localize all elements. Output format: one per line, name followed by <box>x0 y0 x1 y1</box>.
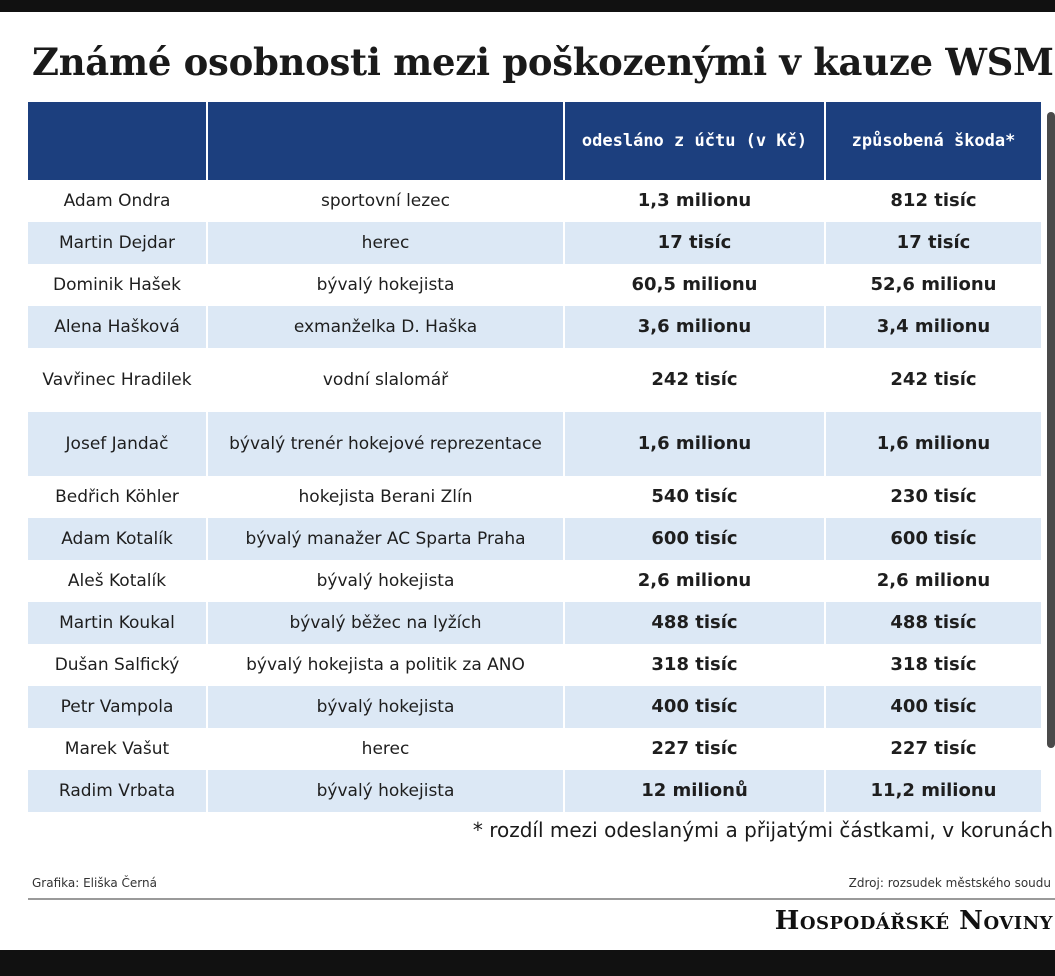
cell-role: sportovní lezec <box>208 180 565 222</box>
table-row <box>28 222 1041 264</box>
cell-name: Petr Vampola <box>28 686 208 728</box>
table-row <box>28 264 1041 306</box>
cell-role: vodní slalomář <box>208 348 565 412</box>
cell-sent: 318 tisíc <box>565 644 826 686</box>
table-row <box>28 306 1041 348</box>
data-table <box>28 102 1041 812</box>
cell-damage: 1,6 milionu <box>826 412 1041 476</box>
cell-role: bývalý hokejista a politik za ANO <box>208 644 565 686</box>
cell-role: bývalý hokejista <box>208 560 565 602</box>
footnote: * rozdíl mezi odeslanými a přijatými částkami, v korunách <box>472 818 1053 842</box>
source-credit: Zdroj: rozsudek městského soudu <box>848 876 1051 890</box>
cell-sent: 12 milionů <box>565 770 826 812</box>
column-header-name <box>28 102 208 180</box>
cell-role: bývalý manažer AC Sparta Praha <box>208 518 565 560</box>
cell-name: Marek Vašut <box>28 728 208 770</box>
cell-name: Martin Koukal <box>28 602 208 644</box>
cell-role: bývalý hokejista <box>208 770 565 812</box>
cell-sent: 242 tisíc <box>565 348 826 412</box>
cell-sent: 1,3 milionu <box>565 180 826 222</box>
table-row <box>28 686 1041 728</box>
cell-name: Adam Ondra <box>28 180 208 222</box>
cell-sent: 600 tisíc <box>565 518 826 560</box>
cell-sent: 227 tisíc <box>565 728 826 770</box>
cell-damage: 400 tisíc <box>826 686 1041 728</box>
publisher-logo: Hospodářské Noviny <box>774 906 1053 936</box>
table-row <box>28 728 1041 770</box>
cell-sent: 3,6 milionu <box>565 306 826 348</box>
table-row <box>28 560 1041 602</box>
cell-name: Radim Vrbata <box>28 770 208 812</box>
table-row <box>28 476 1041 518</box>
cell-name: Dušan Salfický <box>28 644 208 686</box>
divider <box>28 898 1055 900</box>
column-header-role <box>208 102 565 180</box>
cell-damage: 2,6 milionu <box>826 560 1041 602</box>
cell-damage: 52,6 milionu <box>826 264 1041 306</box>
infographic-card <box>0 12 1055 950</box>
table-row <box>28 770 1041 812</box>
cell-damage: 600 tisíc <box>826 518 1041 560</box>
cell-role: bývalý hokejista <box>208 264 565 306</box>
cell-damage: 230 tisíc <box>826 476 1041 518</box>
cell-role: exmanželka D. Haška <box>208 306 565 348</box>
table-row <box>28 180 1041 222</box>
scrollbar[interactable] <box>1047 112 1055 748</box>
cell-sent: 488 tisíc <box>565 602 826 644</box>
column-header-damage: způsobená škoda* <box>826 102 1041 180</box>
table-row <box>28 602 1041 644</box>
cell-role: herec <box>208 222 565 264</box>
cell-role: bývalý běžec na lyžích <box>208 602 565 644</box>
table-row <box>28 644 1041 686</box>
cell-damage: 488 tisíc <box>826 602 1041 644</box>
cell-sent: 2,6 milionu <box>565 560 826 602</box>
cell-name: Josef Jandač <box>28 412 208 476</box>
cell-name: Vavřinec Hradilek <box>28 348 208 412</box>
cell-sent: 1,6 milionu <box>565 412 826 476</box>
cell-role: bývalý hokejista <box>208 686 565 728</box>
cell-damage: 17 tisíc <box>826 222 1041 264</box>
cell-name: Alena Hašková <box>28 306 208 348</box>
column-header-sent: odesláno z účtu (v Kč) <box>565 102 826 180</box>
cell-role: bývalý trenér hokejové reprezentace <box>208 412 565 476</box>
cell-damage: 11,2 milionu <box>826 770 1041 812</box>
cell-name: Bedřich Köhler <box>28 476 208 518</box>
cell-sent: 17 tisíc <box>565 222 826 264</box>
table-row <box>28 348 1041 412</box>
cell-damage: 227 tisíc <box>826 728 1041 770</box>
cell-role: hokejista Berani Zlín <box>208 476 565 518</box>
cell-damage: 812 tisíc <box>826 180 1041 222</box>
cell-sent: 60,5 milionu <box>565 264 826 306</box>
cell-name: Martin Dejdar <box>28 222 208 264</box>
cell-damage: 318 tisíc <box>826 644 1041 686</box>
cell-sent: 540 tisíc <box>565 476 826 518</box>
cell-role: herec <box>208 728 565 770</box>
table-header-row <box>28 102 1041 180</box>
table-body <box>28 180 1041 812</box>
cell-damage: 242 tisíc <box>826 348 1041 412</box>
page-title: Známé osobnosti mezi poškozenými v kauze WSM <box>32 40 1054 84</box>
cell-name: Aleš Kotalík <box>28 560 208 602</box>
table-row <box>28 412 1041 476</box>
cell-name: Dominik Hašek <box>28 264 208 306</box>
cell-sent: 400 tisíc <box>565 686 826 728</box>
cell-name: Adam Kotalík <box>28 518 208 560</box>
cell-damage: 3,4 milionu <box>826 306 1041 348</box>
table-row <box>28 518 1041 560</box>
graphics-credit: Grafika: Eliška Černá <box>32 876 157 890</box>
